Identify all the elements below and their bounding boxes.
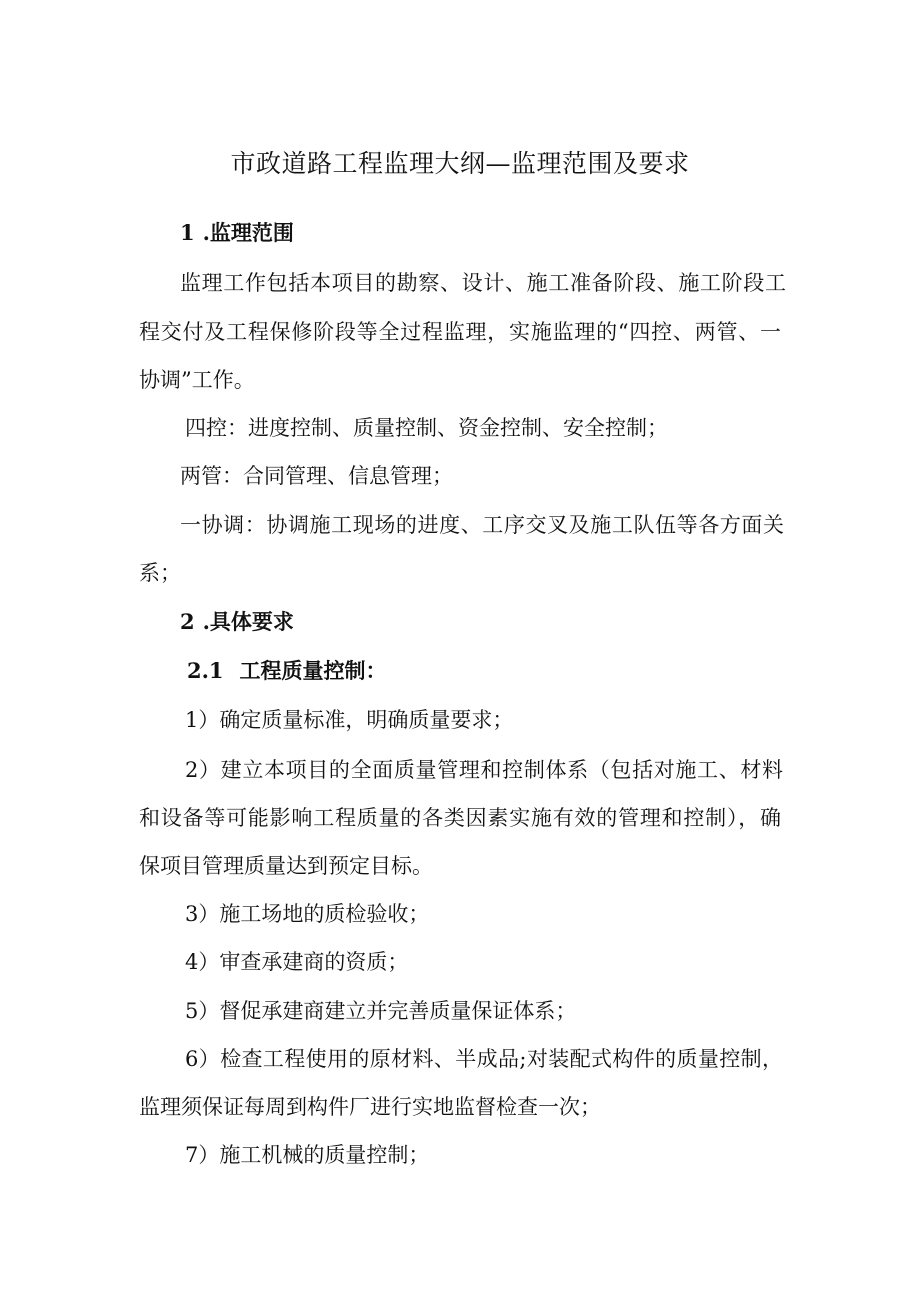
section-2-title: .具体要求: [202, 609, 294, 634]
section-1-number: 1: [180, 220, 195, 245]
section-2-number: 2: [180, 609, 195, 634]
liangguan-line: 两管：合同管理、信息管理；: [180, 464, 453, 488]
section-1-heading: [180, 218, 294, 248]
yixietiao-line-2: 系；: [139, 561, 181, 585]
section-1-title: .监理范围: [202, 220, 294, 245]
list-item-6-line-1: 6）检查工程使用的原材料、半成品;对装配式构件的质量控制，: [185, 1047, 783, 1071]
list-item-7: 7）施工机械的质量控制；: [185, 1143, 430, 1167]
sikong-line: 四控：进度控制、质量控制、资金控制、安全控制；: [185, 416, 668, 440]
list-item-6-line-2: 监理须保证每周到构件厂进行实地监督检查一次；: [139, 1095, 601, 1119]
list-item-2-line-3: 保项目管理质量达到预定目标。: [139, 854, 433, 878]
subsection-2-1-title: 工程质量控制：: [239, 658, 387, 683]
section-2-heading: [180, 607, 294, 637]
list-item-4: 4）审查承建商的资质；: [185, 950, 409, 974]
scope-paragraph-line-2: 程交付及工程保修阶段等全过程监理，实施监理的“四控、两管、一: [139, 320, 781, 344]
yixietiao-line-1: 一协调：协调施工现场的进度、工序交叉及施工队伍等各方面关: [180, 513, 784, 537]
scope-paragraph-line-3: 协调”工作。: [139, 368, 255, 392]
list-item-5: 5）督促承建商建立并完善质量保证体系；: [185, 999, 577, 1023]
subsection-2-1-number: 2.1: [187, 658, 224, 683]
list-item-2-line-1: 2）建立本项目的全面质量管理和控制体系（包括对施工、材料: [185, 758, 783, 782]
list-item-3: 3）施工场地的质检验收；: [185, 902, 430, 926]
document-title: 市政道路工程监理大纲—监理范围及要求: [230, 149, 690, 178]
scope-paragraph-line-1: 监理工作包括本项目的勘察、设计、施工准备阶段、施工阶段工: [180, 271, 786, 295]
list-item-2-line-2: 和设备等可能影响工程质量的各类因素实施有效的管理和控制），确: [139, 806, 781, 830]
list-item-1: 1）确定质量标准，明确质量要求；: [185, 708, 514, 732]
subsection-2-1-heading: [187, 656, 387, 686]
